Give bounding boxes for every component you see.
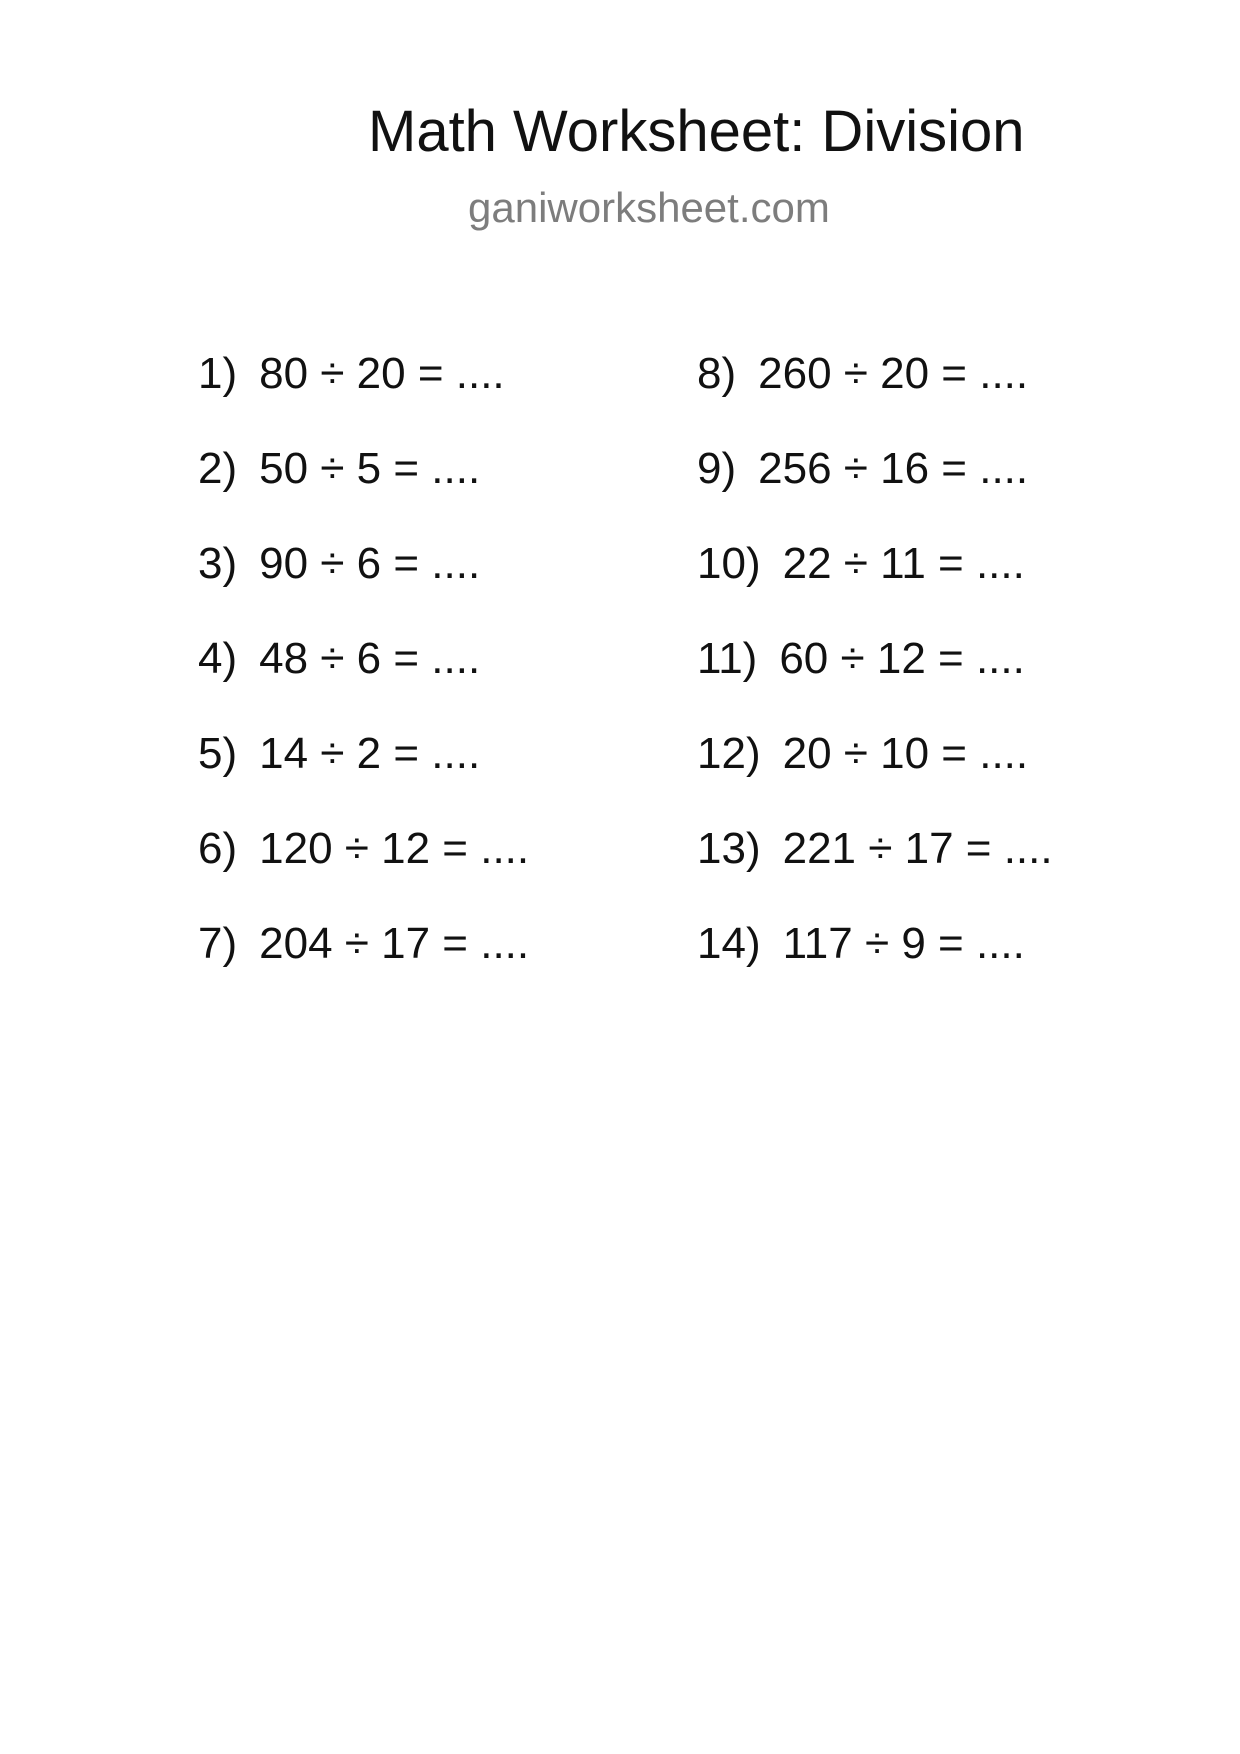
- problem-expression: 50 ÷ 5 = ....: [259, 444, 481, 493]
- problem-item: [198, 631, 529, 726]
- problem-expression: 256 ÷ 16 = ....: [758, 444, 1029, 493]
- problem-number: 5): [198, 729, 238, 778]
- problem-expression: 117 ÷ 9 = ....: [782, 919, 1025, 968]
- problem-number: 1): [198, 349, 238, 398]
- problem-item: [697, 631, 1053, 726]
- problem-expression: 80 ÷ 20 = ....: [259, 349, 505, 398]
- problem-number: 2): [198, 444, 238, 493]
- problem-item: [198, 346, 529, 441]
- problem-item: [198, 441, 529, 536]
- problem-number: 13): [697, 824, 761, 873]
- problem-list-left: [198, 346, 529, 1011]
- website-label: ganiworksheet.com: [468, 184, 830, 231]
- worksheet-title: Math Worksheet: Division: [368, 99, 1025, 164]
- problem-item: [697, 916, 1053, 1011]
- problem-expression: 90 ÷ 6 = ....: [259, 539, 481, 588]
- problem-number: 7): [198, 919, 238, 968]
- problem-expression: 221 ÷ 17 = ....: [782, 824, 1053, 873]
- problem-item: [697, 726, 1053, 821]
- problem-item: [198, 821, 529, 916]
- problem-item: [198, 726, 529, 821]
- problem-item: [697, 821, 1053, 916]
- problem-item: [697, 536, 1053, 631]
- problem-number: 14): [697, 919, 761, 968]
- problem-expression: 120 ÷ 12 = ....: [259, 824, 530, 873]
- problem-number: 8): [697, 349, 737, 398]
- problem-item: [198, 536, 529, 631]
- problem-number: 12): [697, 729, 761, 778]
- problem-expression: 204 ÷ 17 = ....: [259, 919, 530, 968]
- problem-item: [198, 916, 529, 1011]
- problem-number: 9): [697, 444, 737, 493]
- problem-expression: 14 ÷ 2 = ....: [259, 729, 481, 778]
- problem-list-right: [697, 346, 1053, 1011]
- problem-expression: 20 ÷ 10 = ....: [782, 729, 1029, 778]
- problem-expression: 260 ÷ 20 = ....: [758, 349, 1029, 398]
- problem-number: 6): [198, 824, 238, 873]
- problem-number: 4): [198, 634, 238, 683]
- problem-expression: 22 ÷ 11 = ....: [782, 539, 1025, 588]
- problem-item: [697, 346, 1053, 441]
- problem-expression: 60 ÷ 12 = ....: [779, 634, 1025, 683]
- problem-number: 10): [697, 539, 761, 588]
- problem-number: 3): [198, 539, 238, 588]
- problem-expression: 48 ÷ 6 = ....: [259, 634, 481, 683]
- problem-number: 11): [697, 634, 758, 683]
- problem-item: [697, 441, 1053, 536]
